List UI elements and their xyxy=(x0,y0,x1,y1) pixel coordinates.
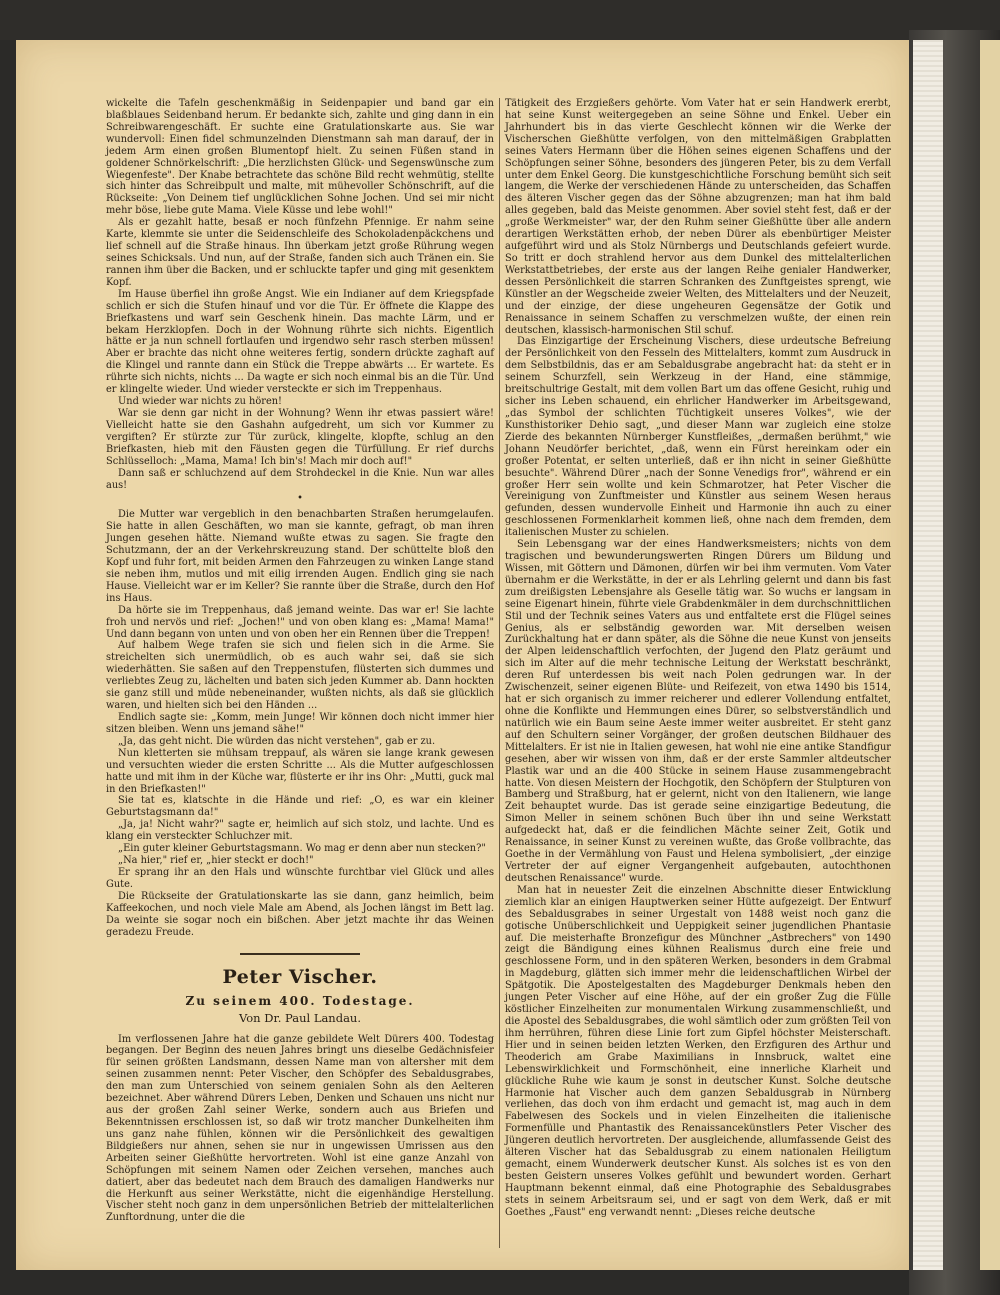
paragraph: Die Mutter war vergeblich in den benachbarten Straßen herumgelaufen. Sie hatte in allen Geschäften, wo man sie kannte, gefragt, ob man ihren Jungen gesehen hätte. Niemand wußte etwas zu sagen. Sie fragte den Schutzmann, der an der Verkehrskreuzung stand. Der schüttelte bloß den Kopf und fuhr fort, mit beiden Armen den Fahrzeugen zu winken Lange stand sie neben ihm, mutlos und mit eilig irrenden Augen. Endlich ging sie nach Hause. Vielleicht war er im Keller? Sie rannte über die Straße, durch den Hof ins Haus. xyxy=(106,509,494,604)
paragraph: Als er gezahlt hatte, besaß er noch fünfzehn Pfennige. Er nahm seine Karte, klemmte sie unter die Seidenschleife des Schokoladenpäckchens und lief schnell auf die Straße hinaus. Ihn überkam jetzt große Rührung wegen seines Schicksals. Und nun, auf der Straße, fanden sich auch Tränen ein. Sie rannen ihm über die Backen, und er schluckte tapfer und ging mit gesenktem Kopf. xyxy=(106,217,494,288)
paragraph: „Ja, ja! Nicht wahr?" sagte er, heimlich auf sich stolz, und lachte. Und es klang ein versteckter Schluchzer mit. xyxy=(106,819,494,843)
paragraph: Er sprang ihr an den Hals und wünschte furchtbar viel Glück und alles Gute. xyxy=(106,867,494,890)
paragraph: Im verflossenen Jahre hat die ganze gebildete Welt Dürers 400. Todestag begangen. Der Beginn des neuen Jahres bringt uns dieselbe Gedächnisfeier für seinen größten Landsmann, dessen Name man von altersher mit dem seinen zusammen nennt: Peter Vischer, den Schöpfer des Sebaldusgrabes, den man zum Unterschied von seinem genialen Sohn als den Aelteren bezeichnet. Aber während Dürers Leben, Denken und Schauen uns nicht nur aus der großen Zahl seiner Werke, sondern auch aus Briefen und Bekenntnissen erschlossen ist, so daß wir trotz mancher Dunkelheiten ihm uns ganz nahe fühlen, können wir die Persönlichkeit des gewaltigen Bildgießers nur ahnen, sehen sie nur in ungewissen Umrissen aus den Arbeiten seiner Gießhütte hervortreten. Wohl ist eine ganze Anzahl von Schöpfungen mit seinem Namen oder Zeichen versehen, manches auch datiert, aber das bedeutet nach dem Brauch des damaligen Handwerks nur die Herkunft aus seiner Werkstätte, nicht die eigenhändige Herstellung. Vischer steht noch ganz in dem unpersönlichen Betrieb der mittelalterlichen Zunftordnung, unter die die xyxy=(106,1033,494,1224)
paragraph: Endlich sagte sie: „Komm, mein Junge! Wir können doch nicht immer hier sitzen bleiben. Wenn uns jemand sähe!" xyxy=(106,712,494,735)
section-dot: • xyxy=(297,493,303,505)
paragraph: Im Hause überfiel ihn große Angst. Wie ein Indianer auf dem Kriegspfade schlich er sich die Stufen hinauf und vor die Tür. Er öffnete die Klappe des Briefkastens und warf sein Geschenk hinein. Das machte Lärm, und er bekam Herzklopfen. Doch in der Wohnung rührte sich nichts. Eigentlich hätte er ja nun schnell fortlaufen und irgendwo sehr rasch sterben müssen! Aber er brachte das nicht ohne weiteres fertig, sondern drückte zaghaft auf die Klingel und rannte dann ein Stück die Treppe abwärts ... Er wartete. Es rührte sich nichts, nichts ... Da wagte er sich noch einmal bis an die Tür. Und er klingelte wieder. Und wieder versteckte er sich im Treppenhaus. xyxy=(106,288,494,396)
scan-background xyxy=(0,0,1000,40)
adjacent-page-edge xyxy=(980,40,1000,1270)
paragraph: Sie tat es, klatschte in die Hände und rief: „O, es war ein kleiner Geburtstagsmann da!" xyxy=(106,795,494,819)
binding-strip xyxy=(913,40,943,1270)
paragraph: „Ja, das geht nicht. Die würden das nicht verstehen", gab er zu. xyxy=(118,735,436,747)
article-author: Von Dr. Paul Landau. xyxy=(239,1010,361,1025)
paragraph: Auf halbem Wege trafen sie sich und fielen sich in die Arme. Sie streichelten sich unermüdlich, ob es auch wahr sei, daß sie sich wiederhätten. Sie saßen auf den Treppenstufen, flüsterten sich dummes und verliebtes Zeug zu, lächelten und baten sich jeden Kummer ab. Dann hockten sie ganz still und müde nebeneinander, wußten nichts, als daß sie glücklich waren, und hielten sich bei den Händen ... xyxy=(106,640,494,712)
paragraph: „Ein guter kleiner Geburtstagsmann. Wo mag er denn aber nun stecken?" xyxy=(118,843,486,855)
right-column xyxy=(505,98,891,1219)
article-subtitle: Zu seinem 400. Todestage. xyxy=(185,993,415,1008)
paragraph: Man hat in neuester Zeit die einzelnen Abschnitte dieser Entwicklung ziemlich klar an einigen Hauptwerken seiner Hütte aufgezeigt. Der Entwurf des Sebaldusgrabes in seiner Urgestalt von 1488 weist noch ganz die gotische Unüberschlichkeit und Ueppigkeit seiner jugendlichen Phantasie auf. Die meisterhafte Bronzefigur des Münchner „Astbrechers" von 1490 zeigt die Bändigung eines kühnen Realismus durch eine freie und geschlossene Form, und in den späteren Werken, besonders in dem Grabmal in Magdeburg, glätten sich immer mehr die leidenschaftlichen Wirbel der Spätgotik. Die Apostelgestalten des Magdeburger Denkmals heben den jungen Peter Vischer auf eine Höhe, auf der ein großer Zug die Fülle köstlicher Einzelheiten zur monumentalen Wirkung zusammenschließt, und die Apostel des Sebaldusgrabes, die wohl sämtlich oder zum größten Teil von ihm herrühren, führen diese Linie fort zum Gipfel höchster Meisterschaft. Hier und in seinen beiden letzten Werken, den Erzfiguren des Arthur und Theoderich am Grabe Maximilians in Innsbruck, waltet eine Lebenswirklichkeit und Formschönheit, eine innerliche Klarheit und glückliche Ruhe wie kaum je sonst in deutscher Kunst. Solche deutsche Harmonie hat Vischer auch dem ganzen Sebaldusgrab in Nürnberg verliehen, das doch von ihm erdacht und gemacht ist, mag auch in dem Fabelwesen des Sockels und in vielen Einzelheiten die italienische Formenfülle und Phantastik des Renaissancekünstlers Peter Vischer des Jüngeren deutlich hervortreten. Der ausgleichende, allumfassende Geist des älteren Vischer hat das Sebaldusgrab zu einem nationalen Heiligtum gemacht, einem Wunderwerk deutscher Kunst. Als solches ist es von den besten Geistern unseres Volkes gefühlt und bewundert worden. Gerhart Hauptmann bekennt einmal, daß eine Photographie des Sebaldusgrabes stets in seinem Arbeitsraum sei, und er sagt von dem Werk, daß er mit Goethes „Faust" eng verwandt nennt: „Dieses reiche deutsche xyxy=(505,884,891,1218)
paragraph: Das Einzigartige der Erscheinung Vischers, diese urdeutsche Befreiung der Persönlichkeit von den Fesseln des Mittelalters, kommt zum Ausdruck in dem Selbstbildnis, das er am Sebaldusgrabe angebracht hat: da steht er in seinem Schurzfell, sein Werkzeug in der Hand, eine stämmige, breitschultrige Gestalt, mit dem vollen Bart um das offene Gesicht, ruhig und sicher ins Leben schauend, ein ehrlicher Handwerker im Arbeitsgewand, „das Symbol der schlichten Tüchtigkeit unseres Volkes", wie der Kunsthistoriker Dehio sagt, „und dieser Mann war zugleich eine stolze Zierde des bekannten Nürnberger Kunstfleißes, „dermaßen berühmt," wie Johann Neudörfer berichtet, „daß, wenn ein Fürst hereinkam oder ein großer Potentat, er selten unterließ, daß er ihn nicht in seiner Gießhütte besuchte". Während Dürer „nach der Sonne Venedigs fror", während er ein großer Herr sein wollte und kein Schmarotzer, hat Peter Vischer die Vereinigung von Zunftmeister und Künstler aus seinem Wesen heraus gefunden, dessen wundervolle Einheit und Harmonie ihn auch zu einer geschlossenen Formenklarheit kommen ließ, ohne nach dem fremden, dem italienischen Muster zu schielen. xyxy=(505,336,891,539)
left-column xyxy=(106,98,494,1224)
paragraph: Und wieder war nichts zu hören! xyxy=(118,396,282,408)
column-divider xyxy=(499,98,500,1248)
paragraph: Die Rückseite der Gratulationskarte las sie dann, ganz heimlich, beim Kaffeekochen, und noch viele Male am Abend, als Jochen längst im Bett lag. Da weinte sie sogar noch ein bißchen. Aber jetzt machte ihr das Weinen geradezu Freude. xyxy=(106,890,494,938)
paragraph: „Na hier," rief er, „hier steckt er doch!" xyxy=(118,855,314,867)
paragraph: War sie denn gar nicht in der Wohnung? Wenn ihr etwas passiert wäre! Vielleicht hatte sie den Gashahn aufgedreht, um sich vor Kummer zu vergiften? Er stürzte zur Tür zurück, klingelte, klopfte, schlug an den Briefkasten, hieb mit den Fäusten gegen die Türfüllung. Er rief durchs Schlüsselloch: „Mama, Mama! Ich bin's! Mach mir doch auf!" xyxy=(106,407,494,467)
paragraph: Dann saß er schluchzend auf dem Strohdeckel in die Knie. Nun war alles aus! xyxy=(106,467,494,491)
article-title: Peter Vischer. xyxy=(222,965,378,988)
paragraph: Nun kletterten sie mühsam treppauf, als wären sie lange krank gewesen und versuchten wieder die ersten Schritte ... Als die Mutter aufgeschlossen hatte und mit ihm in der Küche war, flüsterte er ihr ins Ohr: „Mutti, guck mal in den Briefkasten!" xyxy=(106,747,494,795)
paragraph: Sein Lebensgang war der eines Handwerksmeisters; nichts von dem tragischen und bewunderungswerten Ringen Dürers um Bildung und Wissen, mit Göttern und Dämonen, dürfen wir bei ihm vermuten. Vom Vater übernahm er die Werkstätte, in der er als Lehrling gelernt und dann bis fast zum dreißigsten Lebensjahre als Geselle tätig war. So wuchs er langsam in seine Eigenart hinein, führte viele Grabdenkmäler in dem durchschnittlichen Stil und der Technik seines Vaters aus und entfaltete erst die Flügel seines Genius, als er selbständig geworden war. Mit derselben weisen Zurückhaltung hat er dann später, als die Söhne die neue Kunst von jenseits der Alpen leidenschaftlich verfochten, der Jugend den Platz geräumt und sich im Alter auf die mehr technische Leitung der Werkstatt beschränkt, deren Ruf unterdessen bis weit nach Polen gedrungen war. In der Zwischenzeit, seiner eigenen Blüte- und Reifezeit, von etwa 1490 bis 1514, hat er sich organisch zu immer reicherer und edlerer Vollendung entfaltet, ohne die Konflikte und Hemmungen eines Dürer, so selbstverständlich und natürlich wie ein Baum seine Aeste immer weiter ausbreitet. Er steht ganz auf den Schultern seiner Vorgänger, der großen deutschen Bildhauer des Mittelalters. Er ist nie in Italien gewesen, hat wohl nie eine antike Standfigur gesehen, aber wir wissen von ihm, daß er der erste Sammler altdeutscher Plastik war und an die 400 Stücke in seinem Hause zusammengebracht hatte. Von diesen Meistern der Hochgotik, den Schöpfern der Stulpturen von Bamberg und Straßburg, hat er gelernt, nicht von den Italienern, wie lange Zeit behauptet wurde. Das ist gerade seine einzigartige Bedeutung, die Simon Meller in seinem schönen Buch über ihn und seine Werkstatt aufgedeckt hat, daß er die feindlichen Mächte seiner Zeit, Gotik und Renaissance, in seiner Kunst zu vereinen wußte, das Große vollbrachte, das Goethe in der Vermählung von Faust und Helena symbolisiert, „der einzige Vertreter der auf eigner Vergangenheit aufgebauten, autochthonen deutschen Renaissance" wurde. xyxy=(505,539,891,884)
paragraph: Tätigkeit des Erzgießers gehörte. Vom Vater hat er sein Handwerk ererbt, hat seine Kunst weitergegeben an seine Söhne und Enkel. Ueber ein Jahrhundert bis in das vierte Geschlecht können wir die Werke der Vischerschen Gießhütte verfolgen, von den mittelmäßigen Grabplatten seines Vaters Hermann über die Höhen seines eigenen Schaffens und der Schöpfungen seiner Söhne, besonders des jüngeren Peter, bis zu dem Verfall unter dem Enkel Georg. Die kunstgeschichtliche Forschung bemüht sich seit langem, die Werke der verschiedenen Hände zu unterscheiden, das Schaffen des älteren Vischer gegen das der Söhne abzugrenzen; man hat ihm bald alles gegeben, bald das Meiste genommen. Aber soviel steht fest, daß er der „große Werkmeister" war, der den Ruhm seiner Gießhütte über alle andern derartigen Werkstätten erhob, der neben Dürer als ebenbürtiger Meister aufgeführt wird und als Stolz Nürnbergs und Deutschlands gefeiert wurde. So tritt er doch strahlend hervor aus dem Dunkel des mittelalterlichen Werkstattbetriebes, der erste aus der langen Reihe genialer Handwerker, dessen Persönlichkeit die starren Schranken des Zunftgeistes sprengt, wie Künstler an der Wegscheide zweier Welten, des Mittelalters und der Neuzeit, und der einzige, der diese ungeheuren Gegensätze der Gotik und Renaissance in seinem Schaffen zu verschmelzen wußte, der einen rein deutschen, klassisch-harmonischen Stil schuf. xyxy=(505,98,891,336)
paragraph: wickelte die Tafeln geschenkmäßig in Seidenpapier und band gar ein blaßblaues Seidenband herum. Er bedankte sich, zahlte und ging dann in ein Schreibwarengeschäft. Er suchte eine Gratulationskarte aus. Sie war wundervoll: Einen fidel schmunzelnden Dienstmann sah man darauf, der in jedem Arm einen großen Blumentopf hielt. Zu seinen Füßen stand in goldener Schnörkelschrift: „Die herzlichsten Glück- und Segenswünsche zum Wiegenfeste". Der Knabe betrachtete das schöne Bild recht wehmütig, stellte sich hinter das Schreibpult und malte, mit mühevoller Schönschrift, auf die Rückseite: „Von Deinem tief unglücklichen Sohne Jochen. Und sei mir nicht mehr böse, liebe gute Mama. Viele Küsse und lebe wohl!" xyxy=(106,98,494,217)
section-rule xyxy=(240,953,360,955)
paragraph: Da hörte sie im Treppenhaus, daß jemand weinte. Das war er! Sie lachte froh und nervös und rief: „Jochen!" und von oben klang es: „Mama! Mama!" Und dann begann von unten und von oben her ein Rennen über die Treppen! xyxy=(106,604,494,640)
